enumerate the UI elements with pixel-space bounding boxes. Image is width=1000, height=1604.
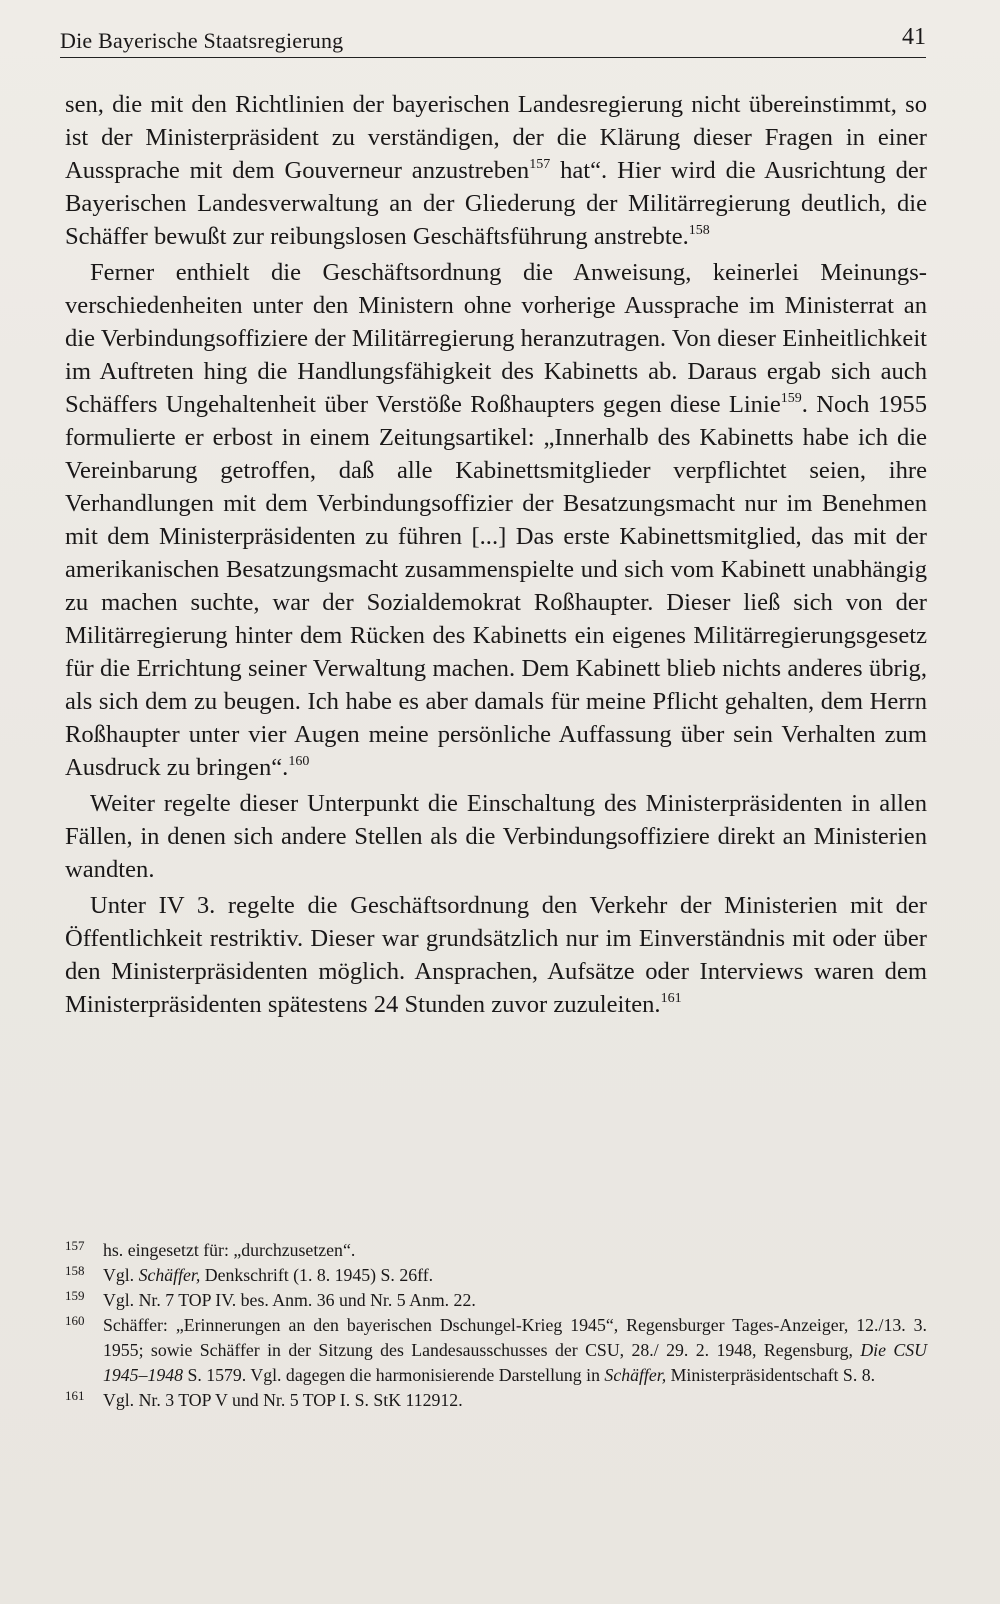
- paragraph: [65, 889, 927, 1021]
- footnote: [65, 1388, 927, 1413]
- footnote-reference: 158: [688, 223, 710, 238]
- paragraph: [65, 88, 927, 253]
- body-text: [65, 88, 927, 1024]
- italic-text: Die CSU 1945–1948: [103, 1340, 927, 1385]
- page-number: 41: [902, 24, 926, 50]
- text-run: S. 1579. Vgl. dagegen die harmonisierende Darstellung in: [183, 1365, 605, 1385]
- text-run: Vgl. Nr. 3 TOP V und Nr. 5 TOP I. S. StK 112912.: [103, 1390, 463, 1410]
- footnote-number: 161: [65, 1388, 85, 1403]
- footnote-reference: 159: [780, 391, 802, 406]
- text-run: Denkschrift (1. 8. 1945) S. 26ff.: [200, 1265, 434, 1285]
- footnote: [65, 1263, 927, 1288]
- text-run: Weiter regelte dieser Unterpunkt die Einschaltung des Ministerpräsidenten in allen Fällen, in denen sich andere Stellen als die Verbindungsoffiziere direkt an Ministerien wandten.: [65, 790, 927, 883]
- italic-text: Schäffer,: [604, 1365, 667, 1385]
- footnotes: [65, 1238, 927, 1413]
- running-head: [60, 20, 926, 60]
- footnote-reference: 160: [288, 754, 310, 769]
- text-run: Ferner enthielt die Geschäftsordnung die Anweisung, keinerlei Meinungsverschiedenheiten unter den Ministern ohne vorherige Aussprache im Ministerrat an die Verbindungsoffiziere der Militärregierung heranzutragen. Von dieser Einheitlichkeit im Auftreten hing die Handlungsfähigkeit des Kabinetts ab. Daraus ergab sich auch Schäffers Ungehaltenheit über Verstöße Roßhaupters gegen diese Linie: [65, 259, 927, 418]
- footnote-number: 157: [65, 1238, 85, 1253]
- paragraph: [65, 256, 927, 784]
- text-run: Ministerpräsidentschaft S. 8.: [666, 1365, 876, 1385]
- footnote: [65, 1238, 927, 1263]
- text-run: Vgl.: [103, 1265, 139, 1285]
- header-rule: [60, 57, 926, 58]
- running-title: Die Bayerische Staatsregierung: [60, 28, 344, 53]
- footnote-reference: 161: [660, 991, 682, 1006]
- text-run: sen, die mit den Richtlinien der bayerischen Landesregierung nicht übereinstimmt, so ist der Ministerpräsident zu verständigen, der die Klärung dieser Fragen in einer Aussprache mit dem Gouverneur anzustreben: [65, 91, 927, 184]
- footnote: [65, 1288, 927, 1313]
- text-run: . Noch 1955 formulierte er erbost in einem Zeitungsartikel: „Innerhalb des Kabinetts habe ich die Vereinbarung getroffen, daß alle Kabinettsmitglieder verpflichtet seien, ihre Verhandlungen mit dem Verbindungsoffizier der Besatzungsmacht nur im Benehmen mit dem Ministerpräsidenten zu führen [...] Das erste Kabinettsmitglied, das mit der amerikanischen Besatzungsmacht zusammenspielte und sich vom Kabinett unabhängig zu machen suchte, war der Sozialdemokrat Roßhaupter. Dieser ließ sich von der Militärregierung hinter dem Rücken des Kabinetts ein eigenes Militärregierungsgesetz für die Errichtung seiner Verwaltung machen. Dem Kabinett blieb nichts anderes übrig, als sich dem zu beugen. Ich habe es aber damals für meine Pflicht gehalten, dem Herrn Roßhaupter unter vier Augen meine persönliche Auffassung über sein Verhalten zum Ausdruck zu bringen“.: [65, 391, 927, 781]
- text-run: hat“. Hier wird die Ausrichtung der Bayerischen Landesverwaltung an der Gliederung der Militärregierung deutlich, die Schäffer bewußt zur reibungslosen Geschäftsführung anstrebte.: [65, 157, 927, 250]
- footnote: [65, 1313, 927, 1388]
- footnote-number: 159: [65, 1288, 85, 1303]
- text-run: Vgl. Nr. 7 TOP IV. bes. Anm. 36 und Nr. 5 Anm. 22.: [103, 1290, 476, 1310]
- text-run: Unter IV 3. regelte die Geschäftsordnung den Verkehr der Ministerien mit der Öffentlichkeit restriktiv. Dieser war grundsätzlich nur im Einverständnis mit oder über den Ministerpräsidenten möglich. Ansprachen, Aufsätze oder Interviews waren dem Ministerpräsidenten spätestens 24 Stunden zuvor zuzuleiten.: [65, 892, 927, 1018]
- footnote-number: 158: [65, 1263, 85, 1278]
- text-run: hs. eingesetzt für: „durchzusetzen“.: [103, 1240, 356, 1260]
- text-run: Schäffer: „Erinnerungen an den bayerischen Dschungel-Krieg 1945“, Regensburger Tages-Anzeiger, 12./13. 3. 1955; sowie Schäffer in der Sitzung des Landesausschusses der CSU, 28./ 29. 2. 1948, Regensburg,: [103, 1315, 927, 1360]
- paragraph: [65, 787, 927, 886]
- footnote-number: 160: [65, 1313, 85, 1328]
- italic-text: Schäffer,: [138, 1265, 201, 1285]
- footnote-reference: 157: [529, 157, 551, 172]
